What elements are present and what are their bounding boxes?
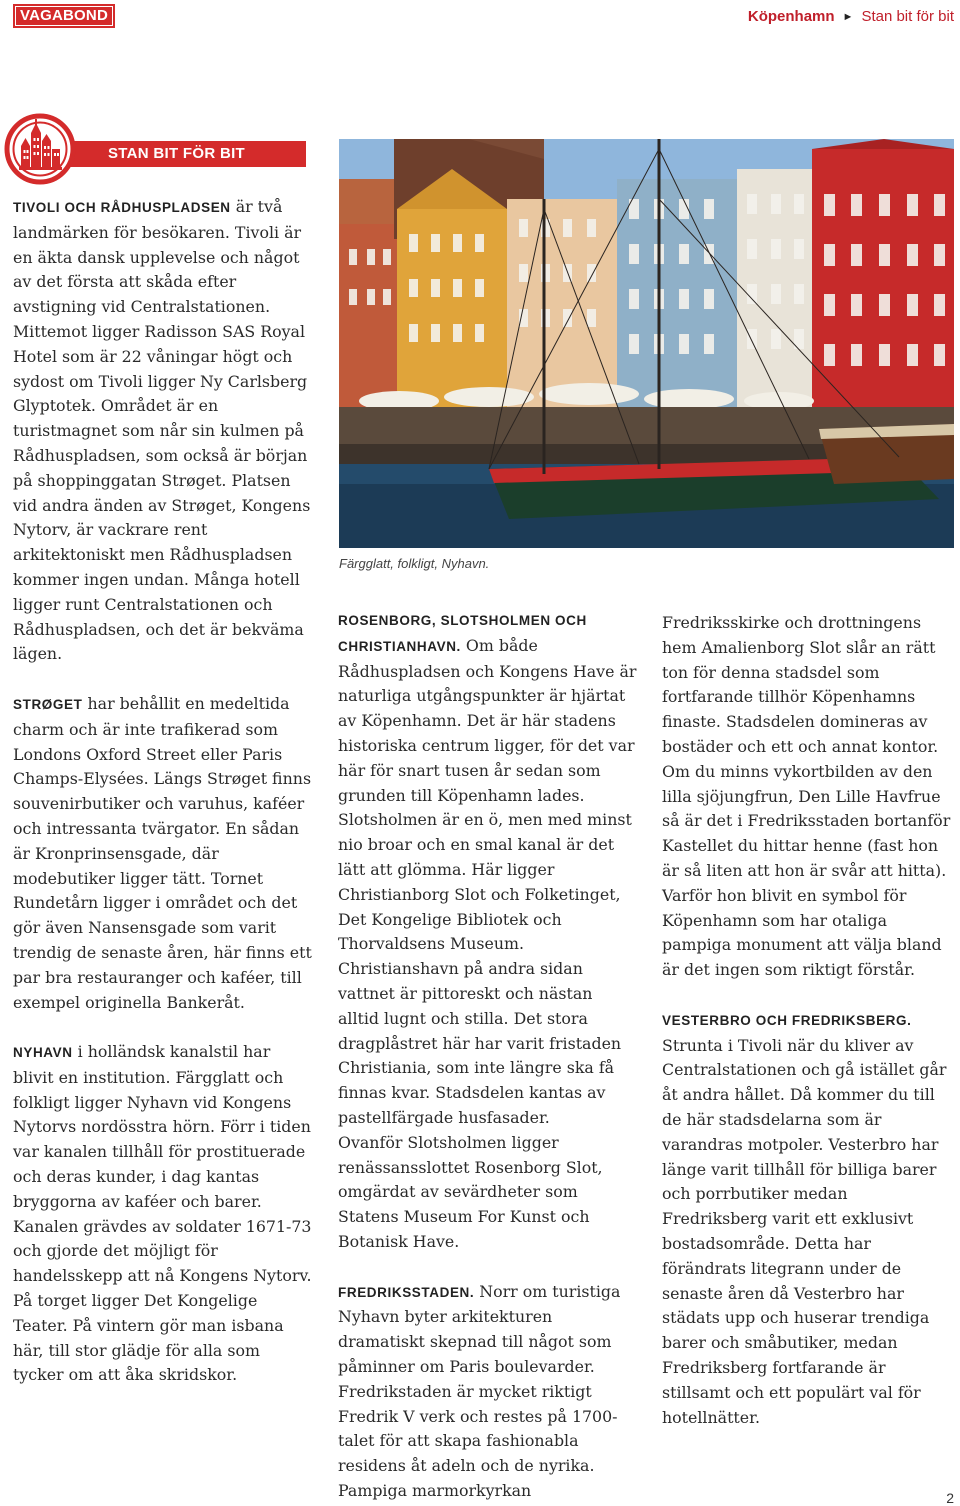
page-number: 2 bbox=[946, 1490, 954, 1506]
article-column-3 bbox=[662, 611, 954, 1430]
lead-fredriksstaden: FREDRIKSSTADEN. bbox=[338, 1284, 475, 1300]
lead-nyhavn: NYHAVN bbox=[13, 1045, 73, 1061]
nyhavn-photo bbox=[339, 139, 954, 548]
paragraph-fredriksstaden-cont: Fredriksskirke och drottningens hem Amalienborg Slot slår an rätt ton för denna stadsdel som fortfarande tillhör Köpenhamns finaste. Stadsdelen domineras av bostäder och ett och annat kontor. bbox=[662, 613, 939, 756]
vagabond-logo: VAGABOND bbox=[13, 4, 115, 28]
paragraph-tivoli bbox=[13, 195, 313, 667]
paragraph-rosenborg-2: Ovanför Slotsholmen ligger renässansslottet Rosenborg Slot, omgärdat av sevärdheter som Statens Museum For Kunst och Botanisk Have. bbox=[338, 1132, 603, 1251]
photo-caption: Färgglatt, folkligt, Nyhavn. bbox=[339, 556, 490, 571]
paragraph-stroget bbox=[13, 692, 313, 1015]
lead-rosenborg: ROSENBORG, SLOTSHOLMEN OCH CHRISTIANHAVN. bbox=[338, 613, 587, 654]
paragraph-rosenborg bbox=[338, 608, 638, 1131]
lead-stroget: STRØGET bbox=[13, 696, 83, 712]
breadcrumb bbox=[748, 8, 954, 25]
text-rosenborg: Om både Rådhuspladsen och Kongens Have är naturliga utgångspunkter är hjärtat av Köpenhamn. Det är här stadens historiska centrum ligger, för det var här för snart tusen år sedan som grunden till Köpenhamn lades. Slotsholmen är en ö, men med minst nio broar och en smal kanal är det lätt att glömma. Här ligger Christianborg Slot och Folketinget, Det Kongelige Bibliotek och Thorvaldsens Museum. Christianshavn på andra sidan vattnet är pittoreskt och nästan alltid lugnt och stilla. Det stora dragplåstret här har varit fristaden Christiania, som inte längre ska få finnas kvar. Stadsdelen kantas av pastellfärgade husfasader. bbox=[338, 635, 637, 1127]
text-stroget: har behållit en medeltida charm och är inte trafikerad som Londons Oxford Street eller Paris Champs-Elysées. Längs Strøget finns souvenirbutiker och varuhus, kaféer och intressanta tvärgator. En sådan är Kronprinsensgade, där modebutiker ligger tätt. Tornet Rundetårn ligger i området och det gör även Nansensgade som varit trendig de senaste åren, här finns ett par bra restauranger och kaféer, till exempel originella Bankeråt. bbox=[13, 693, 312, 1012]
article-column-1 bbox=[13, 195, 313, 1388]
text-nyhavn: i holländsk kanalstil har blivit en institution. Färgglatt och folkligt ligger Nyhavn vid Kongens Nytorvs nordösstra hörn. Förr i tiden var kanalen tillhåll för prostituerade och deras kunder, i dag kantas bryggorna av kaféer och barer. Kanalen grävdes av soldater 1671-73 och gjorde det möjligt för handelsskepp att nå Kongens Nytorv. På torget ligger Det Kongelige Teater. På vintern gör man isbana här, till stor glädje för alla som tycker om att åka skridskor. bbox=[13, 1042, 312, 1385]
section-title: STAN BIT FÖR BIT bbox=[108, 145, 246, 162]
breadcrumb-city[interactable]: Köpenhamn bbox=[747, 8, 835, 25]
text-vesterbro: Strunta i Tivoli när du kliver av Centralstationen och gå istället går åt andra hållet. Då kommer du till de här stadsdelarna som är varandras motpoler. Vesterbro har länge varit tillhåll för billiga barer och porrbutiker medan Fredriksberg varit ett exklusivt bostadsområde. Detta har förändrats litegrann under de senaste åren då Vesterbro har städats upp och huserar trendiga barer och småbutiker, medan Fredriksberg fortfarande är stillsamt och ett populärt val för hotellnätter. bbox=[662, 1035, 947, 1427]
breadcrumb-arrow-icon: ► bbox=[842, 11, 854, 23]
city-emblem-icon bbox=[4, 113, 76, 185]
breadcrumb-section: Stan bit för bit bbox=[861, 8, 954, 25]
article-column-2 bbox=[338, 608, 638, 1504]
paragraph-nyhavn bbox=[13, 1040, 313, 1388]
paragraph-vesterbro bbox=[662, 1008, 954, 1431]
lead-vesterbro: VESTERBRO OCH FREDRIKSBERG. bbox=[662, 1012, 912, 1028]
text-fredriksstaden: Norr om turistiga Nyhavn byter arkitekturen dramatiskt skepnad till något som påminner om Paris boulevarder. Fredrikstaden är mycket riktigt Fredrik V verk och restes på 1700-talet för att skapa fashionabla residens åt adeln och de nyrika. Pampiga marmorkyrkan bbox=[338, 1281, 621, 1500]
lead-tivoli: TIVOLI OCH RÅDHUSPLADSEN bbox=[13, 200, 231, 215]
paragraph-fredriksstaden bbox=[338, 1280, 638, 1504]
paragraph-havfrue: Om du minns vykortbilden av den lilla sjöjungfrun, Den Lille Havfrue så är det i Fredriksstaden bortanför Kastellet du hittar henne (fast hon är så liten att hon är svår att hitta). Varför hon blivit en symbol för Köpenhamn som har otaliga pampiga monument att välja bland är det ingen som riktigt förstår. bbox=[662, 761, 951, 980]
text-tivoli: är två landmärken för besökaren. Tivoli är en äkta dansk upplevelse och något av det första att skåda efter avstigning vid Centralstationen. Mittemot ligger Radisson SAS Royal Hotel som är 22 våningar högt och sydost om Tivoli ligger Ny Carlsberg Glyptotek. Området är en turistmagnet som når sin kulmen på Rådhuspladsen, som också är början på shoppinggatan Strøget. Platsen vid andra änden av Strøget, Kongens Nytorv, är vackrare rent arkitektoniskt men Rådhuspladsen kommer ingen undan. Många hotell ligger runt Centralstationen och Rådhuspladsen, och det är bekväma lägen. bbox=[13, 197, 311, 664]
